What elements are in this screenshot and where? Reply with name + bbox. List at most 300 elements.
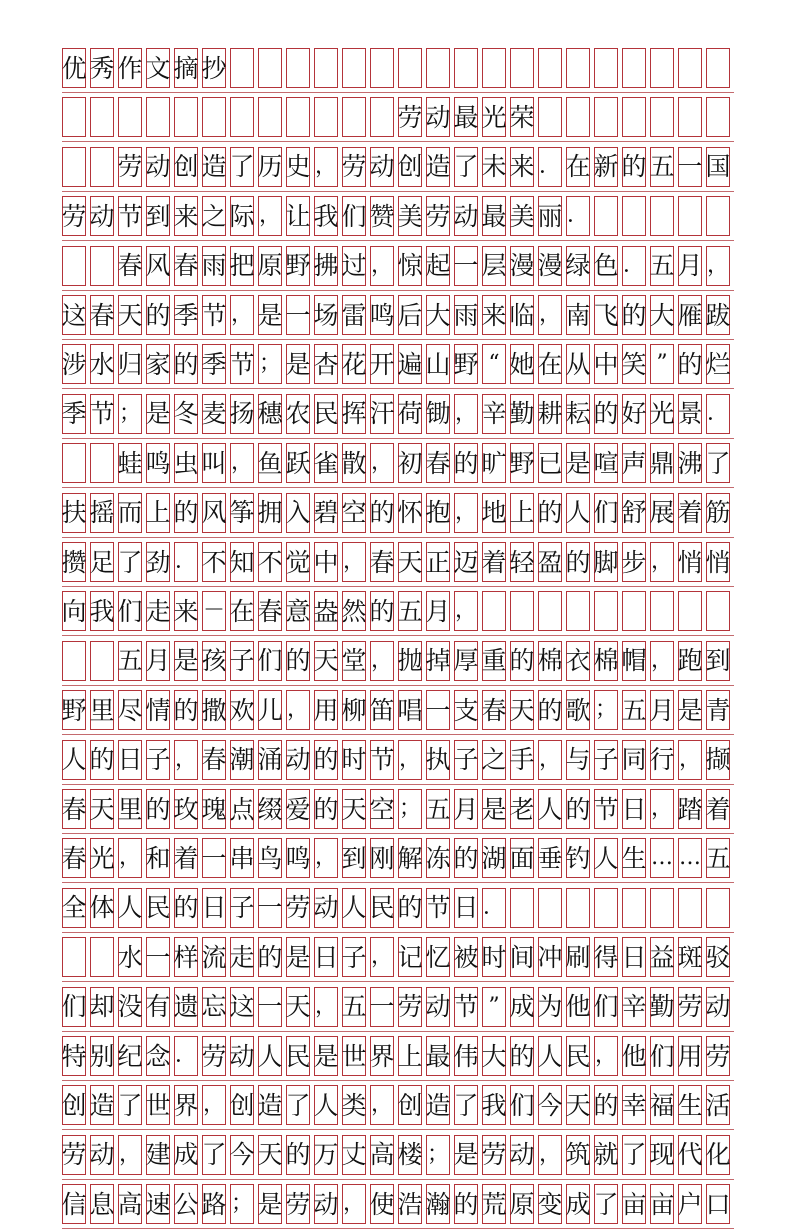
grid-cell: 的	[174, 344, 198, 384]
grid-cell: 向	[62, 591, 86, 631]
header-cell: 摘	[174, 48, 198, 88]
grid-cell: 湖	[482, 838, 506, 878]
grid-cell: 劳	[482, 1135, 506, 1175]
grid-cell: 地	[482, 493, 506, 533]
grid-cell: 堂	[342, 641, 366, 681]
header-cell	[342, 48, 366, 88]
grid-cell: 一	[454, 246, 478, 286]
grid-cell: 们	[62, 987, 86, 1027]
grid-cell: 动	[286, 740, 310, 780]
grid-cell: 了	[454, 147, 478, 187]
grid-cell: 代	[678, 1135, 702, 1175]
grid-cell: 杏	[314, 344, 338, 384]
grid-cell: 辛	[482, 394, 506, 434]
grid-cell: 一	[202, 838, 226, 878]
grid-cell	[62, 246, 86, 286]
row-separator	[62, 487, 734, 488]
grid-cell: ，	[370, 1085, 394, 1125]
grid-cell: 跃	[286, 443, 310, 483]
header-cell: 抄	[202, 48, 226, 88]
header-cell	[426, 48, 450, 88]
grid-cell: 他	[622, 1036, 646, 1076]
grid-cell: 人	[538, 1036, 562, 1076]
header-cell: 秀	[90, 48, 114, 88]
grid-cell: 创	[174, 147, 198, 187]
grid-cell	[62, 147, 86, 187]
grid-cell: 美	[398, 196, 422, 236]
grid-cell: 点	[230, 789, 254, 829]
grid-cell: 步	[622, 542, 646, 582]
grid-cell: 轻	[510, 542, 534, 582]
grid-cell: ，	[706, 246, 730, 286]
grid-cell	[678, 196, 702, 236]
row-separator	[62, 1129, 734, 1130]
grid-cell: 归	[118, 344, 142, 384]
grid-cell: 忘	[202, 987, 226, 1027]
grid-cell: 天	[314, 641, 338, 681]
grid-cell: 春	[62, 838, 86, 878]
grid-cell: ”	[482, 987, 506, 1027]
grid-cell: ，	[538, 295, 562, 335]
grid-cell: 五	[118, 641, 142, 681]
grid-cell: 节	[454, 987, 478, 1027]
grid-cell: 中	[314, 542, 338, 582]
grid-cell: ，	[454, 394, 478, 434]
grid-cell: 挥	[342, 394, 366, 434]
grid-cell: 好	[622, 394, 646, 434]
grid-cell: 动	[230, 1036, 254, 1076]
grid-cell: 春	[118, 246, 142, 286]
grid-cell: 来	[174, 591, 198, 631]
header-cell	[286, 48, 310, 88]
grid-cell: ”	[650, 344, 674, 384]
header-cell	[370, 48, 394, 88]
grid-cell: 节	[118, 196, 142, 236]
grid-cell: 流	[202, 937, 226, 977]
title-cell	[566, 97, 590, 137]
grid-cell: ，	[286, 690, 310, 730]
grid-cell: 沸	[678, 443, 702, 483]
grid-cell	[538, 591, 562, 631]
grid-cell: 涌	[258, 740, 282, 780]
grid-cell: 声	[622, 443, 646, 483]
grid-cell: 串	[230, 838, 254, 878]
grid-cell	[594, 888, 618, 928]
grid-cell: 来	[174, 196, 198, 236]
grid-cell: 行	[650, 740, 674, 780]
grid-cell: 天	[286, 987, 310, 1027]
grid-cell	[706, 196, 730, 236]
grid-cell: 丽	[538, 196, 562, 236]
grid-cell: 史	[286, 147, 310, 187]
grid-cell: 攒	[62, 542, 86, 582]
grid-cell: 入	[286, 493, 310, 533]
grid-cell: 是	[174, 641, 198, 681]
grid-cell: 劳	[286, 1184, 310, 1224]
grid-cell: 的	[90, 740, 114, 780]
grid-cell: 尽	[118, 690, 142, 730]
grid-cell: 动	[314, 1184, 338, 1224]
grid-cell: 的	[454, 443, 478, 483]
grid-cell: 光	[650, 394, 674, 434]
grid-cell: 人	[118, 888, 142, 928]
grid-cell: 成	[174, 1135, 198, 1175]
grid-cell: 的	[622, 295, 646, 335]
grid-cell: 孩	[202, 641, 226, 681]
grid-cell: 的	[594, 394, 618, 434]
grid-cell: 刚	[370, 838, 394, 878]
grid-cell: 伟	[454, 1036, 478, 1076]
grid-cell: 喧	[594, 443, 618, 483]
grid-cell: 辛	[622, 987, 646, 1027]
grid-cell: 日	[202, 888, 226, 928]
title-cell	[90, 97, 114, 137]
grid-cell: 水	[90, 344, 114, 384]
header-cell	[398, 48, 422, 88]
grid-cell: ；	[594, 690, 618, 730]
grid-cell: ，	[342, 542, 366, 582]
grid-cell: 掉	[426, 641, 450, 681]
grid-cell: 动	[90, 196, 114, 236]
grid-cell: ．	[538, 147, 562, 187]
grid-cell: 足	[90, 542, 114, 582]
grid-cell: 的	[538, 690, 562, 730]
title-cell: 动	[426, 97, 450, 137]
grid-cell: 动	[314, 888, 338, 928]
grid-cell: 动	[706, 987, 730, 1027]
grid-cell	[650, 888, 674, 928]
grid-cell: 漫	[510, 246, 534, 286]
grid-cell: 勤	[650, 987, 674, 1027]
grid-cell: 却	[90, 987, 114, 1027]
grid-cell: 时	[482, 937, 506, 977]
grid-cell: 虫	[174, 443, 198, 483]
grid-cell: 然	[342, 591, 366, 631]
grid-cell: 是	[258, 1184, 282, 1224]
grid-cell: 民	[566, 1036, 590, 1076]
grid-cell: 冬	[174, 394, 198, 434]
grid-cell: ．	[706, 394, 730, 434]
grid-cell: 意	[286, 591, 310, 631]
grid-cell	[90, 147, 114, 187]
grid-cell	[706, 591, 730, 631]
grid-cell: 劳	[286, 888, 310, 928]
title-cell	[258, 97, 282, 137]
grid-cell: 散	[342, 443, 366, 483]
header-cell	[538, 48, 562, 88]
grid-cell: 着	[678, 493, 702, 533]
grid-cell: 拥	[258, 493, 282, 533]
grid-cell: 的	[622, 147, 646, 187]
grid-cell: 天	[90, 789, 114, 829]
grid-cell: 已	[538, 443, 562, 483]
grid-cell: 不	[202, 542, 226, 582]
grid-cell: 节	[426, 888, 450, 928]
grid-cell: 今	[230, 1135, 254, 1175]
grid-cell: 们	[594, 987, 618, 1027]
grid-cell: 公	[174, 1184, 198, 1224]
grid-cell: ，	[538, 1135, 562, 1175]
grid-cell: 春	[174, 246, 198, 286]
grid-cell: 的	[538, 493, 562, 533]
title-cell	[678, 97, 702, 137]
grid-cell: 节	[90, 394, 114, 434]
title-cell	[146, 97, 170, 137]
grid-cell: 玫	[174, 789, 198, 829]
grid-cell: 五	[622, 690, 646, 730]
grid-cell: 幸	[622, 1085, 646, 1125]
grid-cell: 最	[426, 1036, 450, 1076]
grid-cell: 日	[118, 740, 142, 780]
grid-cell: 户	[678, 1184, 702, 1224]
grid-cell: 特	[62, 1036, 86, 1076]
grid-cell: 撷	[706, 740, 730, 780]
grid-cell: 类	[342, 1085, 366, 1125]
grid-cell: 被	[454, 937, 478, 977]
grid-cell: ，	[174, 740, 198, 780]
grid-cell	[62, 937, 86, 977]
grid-cell: 钓	[566, 838, 590, 878]
grid-cell: 界	[370, 1036, 394, 1076]
grid-cell: 天	[510, 690, 534, 730]
grid-cell: 执	[426, 740, 450, 780]
grid-cell: 全	[62, 888, 86, 928]
grid-cell: 拂	[314, 246, 338, 286]
grid-cell: 让	[286, 196, 310, 236]
grid-cell: 月	[650, 690, 674, 730]
grid-cell: 们	[594, 493, 618, 533]
grid-cell: 动	[370, 147, 394, 187]
grid-cell: 们	[118, 591, 142, 631]
grid-cell: 的	[510, 1036, 534, 1076]
grid-cell: 缀	[258, 789, 282, 829]
grid-cell: 中	[594, 344, 618, 384]
grid-cell: 大	[482, 1036, 506, 1076]
grid-cell	[594, 591, 618, 631]
header-cell	[482, 48, 506, 88]
grid-cell: 人	[538, 789, 562, 829]
grid-cell: 空	[342, 493, 366, 533]
grid-cell: 一	[258, 987, 282, 1027]
grid-cell	[62, 641, 86, 681]
grid-cell: 上	[398, 1036, 422, 1076]
grid-cell: 驳	[706, 937, 730, 977]
row-separator	[62, 92, 734, 93]
grid-cell: 造	[258, 1085, 282, 1125]
grid-cell: 脚	[594, 542, 618, 582]
grid-cell: 麦	[202, 394, 226, 434]
grid-cell: 子	[594, 740, 618, 780]
grid-cell: 月	[678, 246, 702, 286]
grid-cell: 劳	[62, 196, 86, 236]
grid-cell: 雨	[202, 246, 226, 286]
grid-cell: …	[678, 838, 702, 878]
grid-cell: 爱	[286, 789, 310, 829]
grid-cell: 潮	[230, 740, 254, 780]
grid-cell: ，	[370, 937, 394, 977]
row-separator	[62, 339, 734, 340]
header-cell	[706, 48, 730, 88]
grid-cell: 从	[566, 344, 590, 384]
grid-cell: 场	[314, 295, 338, 335]
grid-cell: 到	[146, 196, 170, 236]
grid-cell: 五	[706, 838, 730, 878]
title-cell	[230, 97, 254, 137]
grid-cell	[90, 641, 114, 681]
grid-cell: 是	[678, 690, 702, 730]
grid-cell: ，	[370, 641, 394, 681]
grid-cell: 的	[146, 789, 170, 829]
grid-cell: 汗	[370, 394, 394, 434]
grid-cell: 惊	[398, 246, 422, 286]
title-cell	[370, 97, 394, 137]
row-separator	[62, 388, 734, 389]
grid-cell: 动	[510, 1135, 534, 1175]
title-cell: 劳	[398, 97, 422, 137]
header-cell	[314, 48, 338, 88]
grid-cell: 情	[146, 690, 170, 730]
grid-cell	[594, 196, 618, 236]
title-cell: 最	[454, 97, 478, 137]
row-separator	[62, 290, 734, 291]
grid-cell: 高	[370, 1135, 394, 1175]
grid-cell: 亩	[622, 1184, 646, 1224]
grid-cell: 一	[286, 295, 310, 335]
header-cell	[230, 48, 254, 88]
grid-cell	[566, 888, 590, 928]
grid-cell: 踏	[678, 789, 702, 829]
grid-cell: 是	[258, 295, 282, 335]
grid-cell: 历	[258, 147, 282, 187]
header-cell	[650, 48, 674, 88]
grid-cell: 息	[90, 1184, 114, 1224]
grid-cell: 忆	[426, 937, 450, 977]
grid-cell: ．	[482, 888, 506, 928]
grid-cell: 而	[118, 493, 142, 533]
grid-cell: 唱	[398, 690, 422, 730]
grid-cell: 了	[118, 1085, 142, 1125]
row-separator	[62, 981, 734, 982]
grid-cell: 初	[398, 443, 422, 483]
grid-cell: ，	[314, 838, 338, 878]
grid-cell: 五	[398, 591, 422, 631]
grid-cell: 劳	[706, 1036, 730, 1076]
row-separator	[62, 1031, 734, 1032]
grid-cell: 创	[398, 147, 422, 187]
grid-cell: 人	[342, 888, 366, 928]
grid-cell: 柳	[342, 690, 366, 730]
grid-cell: 风	[202, 493, 226, 533]
grid-cell: 的	[286, 1135, 310, 1175]
grid-cell: 我	[314, 196, 338, 236]
grid-cell: 动	[426, 987, 450, 1027]
grid-cell: 没	[118, 987, 142, 1027]
grid-cell: 穗	[258, 394, 282, 434]
grid-cell: 南	[566, 295, 590, 335]
title-cell	[202, 97, 226, 137]
grid-cell: 世	[342, 1036, 366, 1076]
row-separator	[62, 537, 734, 538]
grid-cell: 动	[454, 196, 478, 236]
grid-cell: 着	[174, 838, 198, 878]
grid-cell: 造	[202, 147, 226, 187]
title-cell: 荣	[510, 97, 534, 137]
title-cell	[118, 97, 142, 137]
grid-cell: 日	[454, 888, 478, 928]
header-cell	[678, 48, 702, 88]
grid-cell: 界	[174, 1085, 198, 1125]
grid-cell: 五	[650, 246, 674, 286]
grid-cell: 劳	[678, 987, 702, 1027]
grid-cell: 国	[706, 147, 730, 187]
grid-cell: 到	[706, 641, 730, 681]
grid-cell: ，	[398, 740, 422, 780]
grid-cell: 雀	[314, 443, 338, 483]
grid-cell: 了	[202, 1135, 226, 1175]
grid-cell: 在	[566, 147, 590, 187]
grid-cell: 着	[706, 789, 730, 829]
grid-cell: ，	[454, 493, 478, 533]
grid-cell: ；	[118, 394, 142, 434]
grid-cell: 飞	[594, 295, 618, 335]
grid-cell: 劳	[202, 1036, 226, 1076]
title-cell	[286, 97, 310, 137]
grid-cell: 造	[426, 1085, 450, 1125]
grid-cell: 节	[594, 789, 618, 829]
grid-cell: 里	[90, 690, 114, 730]
grid-cell: 抱	[426, 493, 450, 533]
grid-cell: 亩	[650, 1184, 674, 1224]
grid-cell: 高	[118, 1184, 142, 1224]
grid-cell: ，	[230, 295, 254, 335]
grid-cell: 的	[146, 295, 170, 335]
grid-cell: 建	[146, 1135, 170, 1175]
grid-cell: 速	[146, 1184, 170, 1224]
grid-cell: ；	[426, 1135, 450, 1175]
grid-cell: 化	[706, 1135, 730, 1175]
grid-cell: 是	[566, 443, 590, 483]
grid-cell: 为	[538, 987, 562, 1027]
grid-cell: 儿	[258, 690, 282, 730]
grid-cell	[62, 443, 86, 483]
grid-cell: 野	[510, 443, 534, 483]
grid-cell: 帽	[622, 641, 646, 681]
row-separator	[62, 438, 734, 439]
grid-cell	[650, 591, 674, 631]
grid-cell: 子	[230, 641, 254, 681]
grid-cell: …	[650, 838, 674, 878]
grid-cell: 春	[258, 591, 282, 631]
grid-cell: 原	[258, 246, 282, 286]
grid-cell: 最	[482, 196, 506, 236]
grid-cell: 就	[594, 1135, 618, 1175]
grid-cell: 子	[454, 740, 478, 780]
grid-cell: 的	[174, 690, 198, 730]
grid-cell: 益	[650, 937, 674, 977]
grid-cell: 之	[202, 196, 226, 236]
grid-cell: 天	[258, 1135, 282, 1175]
grid-cell: ，	[650, 542, 674, 582]
grid-cell: 蛙	[118, 443, 142, 483]
title-cell	[174, 97, 198, 137]
grid-cell: ，	[202, 1085, 226, 1125]
grid-cell: 遍	[398, 344, 422, 384]
grid-cell: 了	[706, 443, 730, 483]
grid-cell: 摇	[90, 493, 114, 533]
grid-cell: 冲	[538, 937, 562, 977]
grid-cell: 大	[426, 295, 450, 335]
row-separator	[62, 635, 734, 636]
